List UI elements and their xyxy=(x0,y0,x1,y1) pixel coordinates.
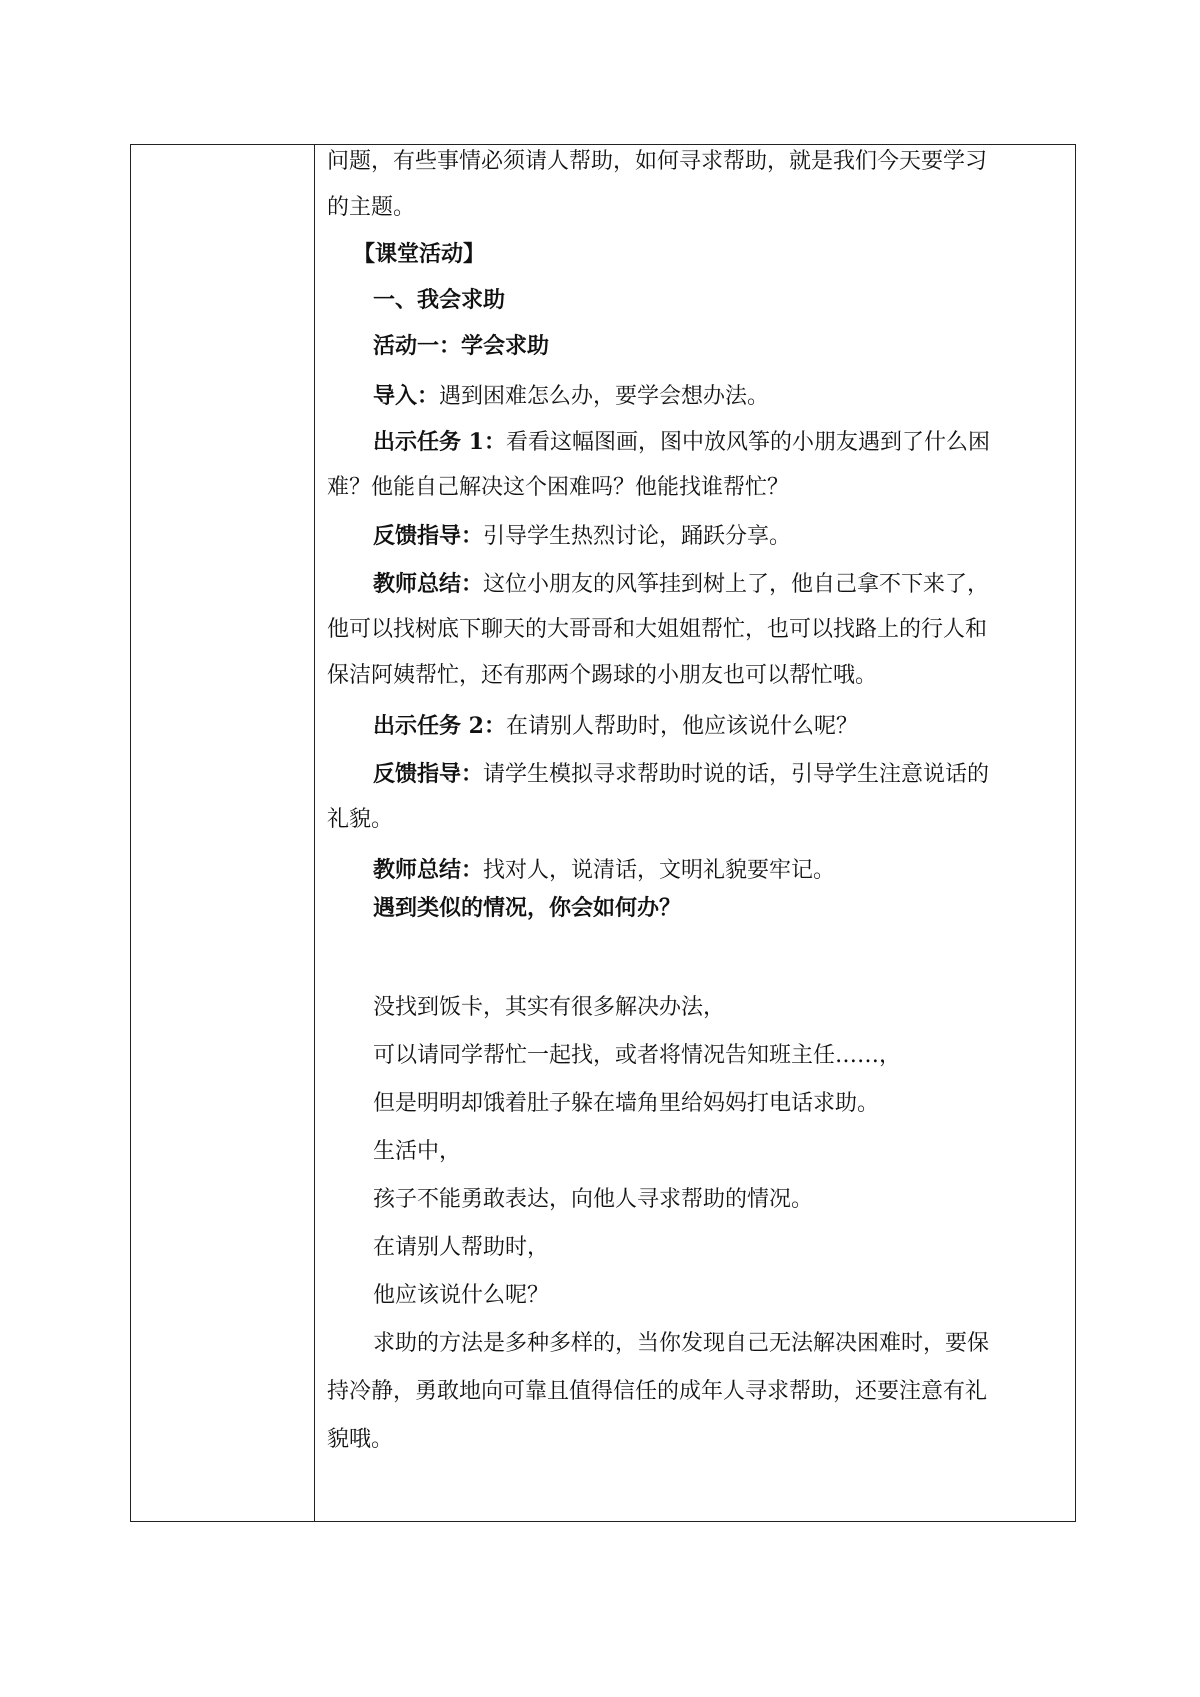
lead-in-text: 遇到困难怎么办，要学会想办法。 xyxy=(439,384,770,409)
para-1: 没找到饭卡，其实有很多解决办法， xyxy=(373,995,726,1020)
para-4: 生活中， xyxy=(373,1139,462,1164)
feedback1-label: 反馈指导： xyxy=(373,523,484,549)
para-3: 但是明明却饿着肚子躲在墙角里给妈妈打电话求助。 xyxy=(373,1091,880,1116)
conclusion-line-3: 貌哦。 xyxy=(327,1427,394,1452)
feedback2-line-1: 反馈指导：请学生模拟寻求帮助时说的话，引导学生注意说话的 xyxy=(373,761,990,787)
feedback2-label: 反馈指导： xyxy=(373,761,484,787)
lead-in-label: 导入： xyxy=(373,383,440,409)
section-one-heading: 一、我会求助 xyxy=(373,287,506,313)
task1-label: 出示任务 1： xyxy=(373,429,506,455)
activity-one-heading: 活动一：学会求助 xyxy=(373,333,550,359)
intro-line-2: 的主题。 xyxy=(327,195,416,220)
column-divider xyxy=(314,145,315,1521)
summary2-line: 教师总结：找对人，说清话，文明礼貌要牢记。 xyxy=(373,857,836,883)
lesson-table xyxy=(130,144,1076,1522)
lead-in-line xyxy=(373,385,769,408)
para-2: 可以请同学帮忙一起找，或者将情况告知班主任……， xyxy=(373,1043,902,1068)
task1-line-1: 出示任务 1：看看这幅图画，图中放风筝的小朋友遇到了什么困 xyxy=(373,429,990,455)
similar-heading: 遇到类似的情况，你会如何办？ xyxy=(373,895,682,921)
para-6: 在请别人帮助时， xyxy=(373,1235,550,1260)
task2-label: 出示任务 2： xyxy=(373,713,506,739)
feedback1-line: 反馈指导：引导学生热烈讨论，踊跃分享。 xyxy=(373,523,792,549)
feedback2-line-2: 礼貌。 xyxy=(327,807,394,832)
summary2-label: 教师总结： xyxy=(373,857,484,883)
para-7: 他应该说什么呢？ xyxy=(373,1283,550,1308)
summary1-line-3: 保洁阿姨帮忙，还有那两个踢球的小朋友也可以帮忙哦。 xyxy=(327,663,878,688)
summary1-line-2: 他可以找树底下聊天的大哥哥和大姐姐帮忙，也可以找路上的行人和 xyxy=(327,617,988,642)
intro-line-1: 问题，有些事情必须请人帮助，如何寻求帮助，就是我们今天要学习 xyxy=(327,149,988,174)
summary1-line-1: 教师总结：这位小朋友的风筝挂到树上了，他自己拿不下来了， xyxy=(373,571,990,597)
conclusion-line-2: 持冷静，勇敢地向可靠且值得信任的成年人寻求帮助，还要注意有礼 xyxy=(327,1379,988,1404)
para-5: 孩子不能勇敢表达，向他人寻求帮助的情况。 xyxy=(373,1187,814,1212)
task1-line-2: 难？他能自己解决这个困难吗？他能找谁帮忙？ xyxy=(327,475,790,500)
section-activity-heading: 【课堂活动】 xyxy=(353,241,486,267)
conclusion-line-1: 求助的方法是多种多样的，当你发现自己无法解决困难时，要保 xyxy=(373,1331,990,1356)
task2-line: 出示任务 2：在请别人帮助时，他应该说什么呢？ xyxy=(373,713,858,739)
summary1-label: 教师总结： xyxy=(373,571,484,597)
